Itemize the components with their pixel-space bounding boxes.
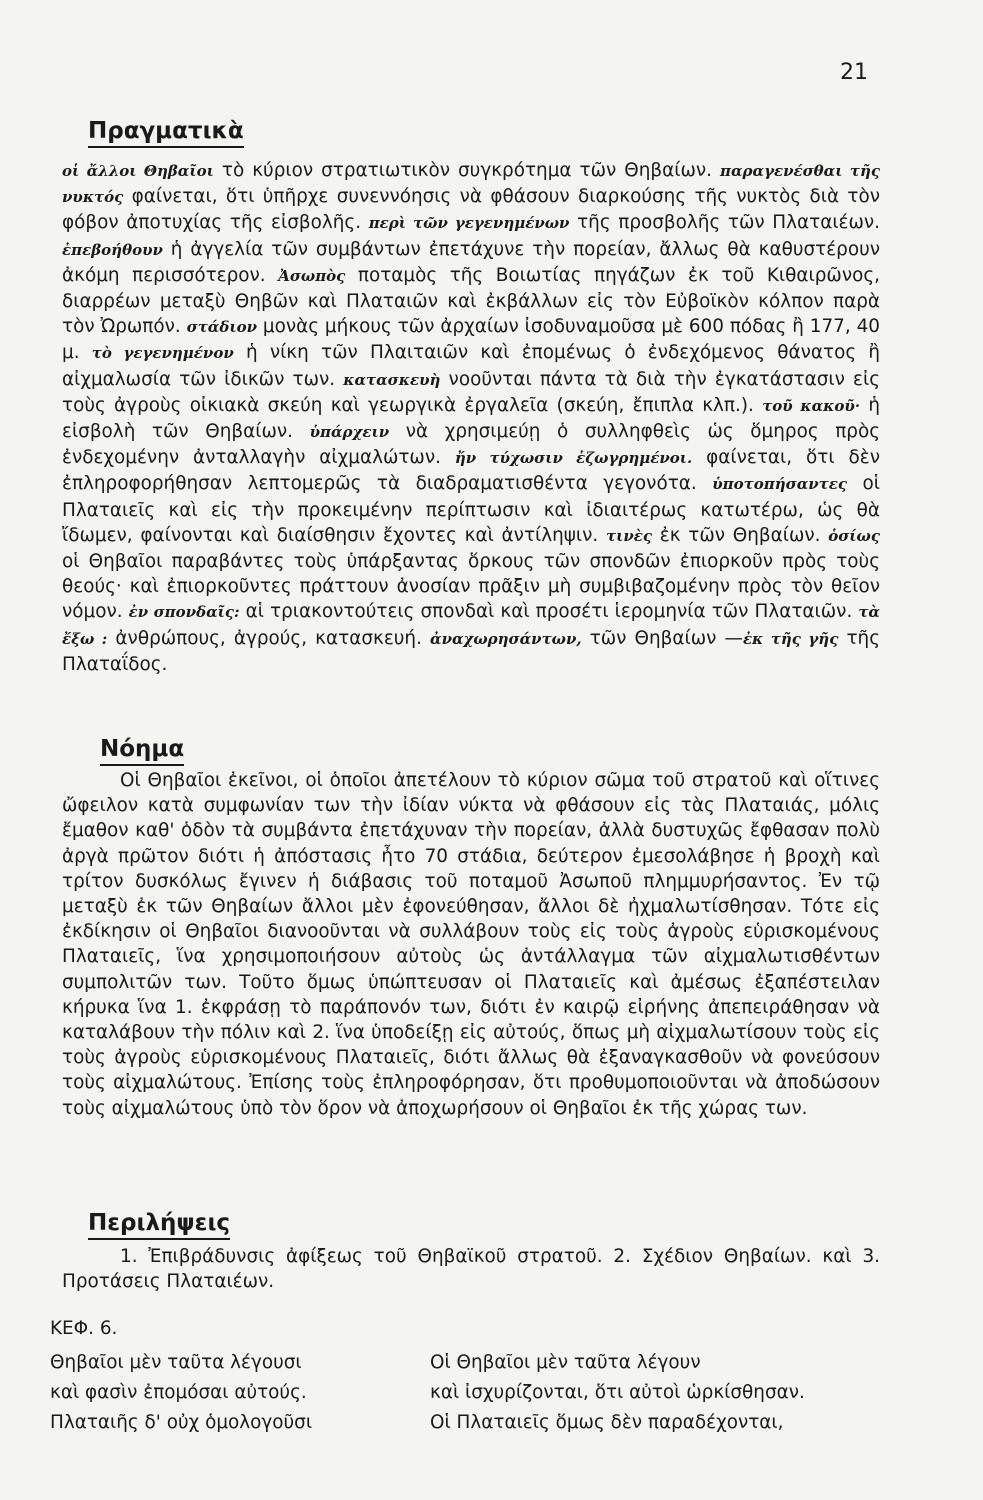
glossary-term: τινὲς	[606, 526, 653, 545]
glossary-definition: ἡ νίκη τῶν Πλαιταιῶν καὶ ἐπομένως ὁ ἐνδεχόμενος θάνατος ἢ αἰχμαλωσία τῶν ἰδικῶν των.	[62, 342, 880, 390]
glossary-term: ἐκ τῆς γῆς	[742, 629, 839, 648]
glossary-definition: οἱ Πλαταιεῖς καὶ εἰς τὴν προκειμένην περίπτωσιν καὶ ἰδιαιτέρως κατωτέρω, ὡς θὰ ἴδωμεν, φαίνονται καὶ διαίσθησιν ἔχοντες καὶ ἀντίληψιν.	[62, 473, 880, 546]
translation-line: Οἱ Πλαταιεῖς ὅμως δὲν παραδέχονται,	[430, 1412, 784, 1433]
parallel-row	[50, 1378, 890, 1408]
pragmatika-entries	[62, 158, 880, 677]
original-line: Πλαταιῆς δ' οὐχ ὁμολογοῦσι	[50, 1412, 313, 1433]
glossary-definition: ποταμὸς τῆς Βοιωτίας πηγάζων ἐκ τοῦ Κιθαιρῶνος, διαρρέων μεταξὺ Θηβῶν καὶ Πλαταιῶν καὶ ἐκβάλλων εἰς τὸν Εὐβοϊκὸν κόλπον παρὰ τὸν Ὠρωπόν.	[62, 264, 880, 338]
glossary-term: τοῦ κακοῦ·	[762, 396, 861, 415]
glossary-term: τὸ γεγενημένον	[91, 344, 234, 363]
glossary-term: παραγενέσθαι τῆς νυκτός	[62, 162, 881, 207]
glossary-term: ἤν τύχωσιν ἐζωγρημένοι.	[454, 449, 693, 468]
original-line: καὶ φασὶν ἐπομόσαι αὐτούς.	[50, 1382, 307, 1403]
heading-perilipseis: Περιλήψεις	[88, 1210, 230, 1240]
glossary-definition: νὰ χρησιμεύῃ ὁ συλληφθεὶς ὡς ὅμηρος πρὸς ἐνδεχομένην ἀνταλλαγὴν αἰχμαλώτων.	[62, 421, 880, 469]
noima-paragraph: Οἱ Θηβαῖοι ἐκεῖνοι, οἱ ὁποῖοι ἀπετέλουν τὸ κύριον σῶμα τοῦ στρατοῦ καὶ οἵτινες ὤφειλον κατὰ συμφωνίαν των τὴν ἰδίαν νύκτα νὰ φθάσουν εἰς τὰς Πλαταιάς, μόλις ἔμαθον καθ' ὁδὸν τὰ συμβάντα ἐπετάχυναν τὴν πορείαν, ἀλλὰ δυστυχῶς ἔφθασαν πολὺ ἀργὰ πρῶτον διότι ἡ ἀπόστασις ἦτο 70 στάδια, δεύτερον ἐμεσολάβησε ἡ βροχὴ καὶ τρίτον δυσκόλως ἔγινεν ἡ διάβασις τοῦ ποταμοῦ Ἀσωποῦ πλημμυρήσαντος. Ἐν τῷ μεταξὺ ἐκ τῶν Θηβαίων ἄλλοι μὲν ἐφονεύθησαν, ἄλλοι δὲ ἠχμαλωτίσθησαν. Τότε εἰς ἐκδίκησιν οἱ Θηβαῖοι διανοοῦνται νὰ συλλάβουν τοὺς εἰς τοὺς ἀγροὺς εὑρισκομένους Πλαταιεῖς, ἵνα χρησιμοποιήσουν αὐτοὺς ὡς ἀντάλλαγμα τῶν αἰχμαλωτισθέντων συμπολιτῶν των. Τοῦτο ὅμως ὑπώπτευσαν οἱ Πλαταιεῖς καὶ ἀμέσως ἐξαπέστειλαν κήρυκα ἵνα 1. ἐκφράσῃ τὸ παράπονόν των, διότι ἐν καιρῷ εἰρήνης ἀπεπειράθησαν νὰ καταλάβουν τὴν πόλιν καὶ 2. ἵνα ὑποδείξῃ εἰς αὐτούς, ὅπως μὴ αἰχμαλωτίσουν τοὺς εἰς τοὺς ἀγροὺς εὑρισκομένους Πλαταιεῖς, διότι ἄλλως θὰ ἐξαναγκασθοῦν νὰ φονεύσουν τοὺς αἰχμαλώτους. Ἐπίσης τοὺς ἐπληροφόρησαν, ὅτι προθυμοποιοῦνται νὰ ἀποδώσουν τοὺς αἰχμαλώτους ὑπὸ τὸν ὅρον νὰ ἀποχωρήσουν οἱ Θηβαῖοι ἐκ τῆς χώρας των.	[62, 770, 880, 1119]
glossary-definition: τῆς Πλαταΐδος.	[62, 627, 880, 675]
glossary-term: ὁσίως	[828, 526, 880, 545]
parallel-row	[50, 1348, 890, 1378]
chapter-label: ΚΕΦ. 6.	[50, 1318, 118, 1339]
glossary-term: ἐπεβοήθουν	[62, 240, 163, 259]
glossary-term: ὑποτοπήσαντες	[712, 475, 847, 494]
glossary-term: Ἀσωπὸς	[278, 266, 346, 285]
glossary-term: κατασκευὴ	[343, 370, 441, 389]
translation-line: καὶ ἰσχυρίζονται, ὅτι αὐτοὶ ὡρκίσθησαν.	[430, 1382, 805, 1403]
glossary-term: ὑπάρχειν	[309, 423, 390, 442]
glossary-definition: τῆς προσβολῆς τῶν Πλαταιέων.	[569, 212, 881, 234]
pragmatika-body	[62, 158, 880, 677]
glossary-term: ἀναχωρησάντων,	[430, 629, 582, 648]
glossary-definition: οἱ Θηβαῖοι παραβάντες τοὺς ὑπάρξαντας ὅρκους τῶν σπονδῶν ἐπιορκοῦν πρὸς τοὺς θεούς· καὶ ἐπιορκοῦντες πράττουν ἀνοσίαν πρᾶξιν μὴ συμβιβαζομένην πρὸς τὸν θεῖον νόμον.	[62, 551, 880, 623]
glossary-definition: τῶν Θηβαίων —	[581, 627, 743, 649]
heading-noima: Νόημα	[100, 736, 184, 766]
glossary-definition: ἡ ἀγγελία τῶν συμβάντων ἐπετάχυνε τὴν πορείαν, ἄλλως θὰ καθυστέρουν ἀκόμη περισσότερον.	[62, 238, 880, 286]
glossary-definition: ἀνθρώπους, ἀγρούς, κατασκευή.	[107, 627, 431, 649]
glossary-definition: τὸ κύριον στρατιωτικὸν συγκρότημα τῶν Θηβαίων.	[213, 160, 721, 181]
perilipseis-paragraph: 1. Ἐπιβράδυνσις ἀφίξεως τοῦ Θηβαϊκοῦ στρατοῦ. 2. Σχέδιον Θηβαίων. καὶ 3. Προτάσεις Πλαταιέων.	[62, 1246, 880, 1293]
glossary-term: στάδιον	[186, 318, 258, 337]
perilipseis-body	[62, 1244, 880, 1294]
glossary-term: ἐν σπονδαῖς:	[128, 603, 240, 622]
heading-pragmatika: Πραγματικὰ	[88, 118, 244, 148]
glossary-definition: μονὰς μήκους τῶν ἀρχαίων ἰσοδυναμοῦσα μὲ 600 πόδας ἢ 177, 40 μ.	[62, 316, 880, 364]
original-line: Θηβαῖοι μὲν ταῦτα λέγουσι	[50, 1352, 302, 1373]
parallel-row	[50, 1408, 890, 1438]
glossary-definition: νοοῦνται πάντα τὰ διὰ τὴν ἐγκατάστασιν εἰς τοὺς ἀγροὺς οἰκιακὰ σκεύη καὶ γεωργικὰ ἐργαλεῖα (σκεύη, ἔπιπλα κλπ.).	[62, 368, 880, 416]
glossary-definition: ἡ εἰσβολὴ τῶν Θηβαίων.	[62, 394, 881, 443]
glossary-definition: φαίνεται, ὅτι δὲν ἐπληροφορήθησαν λεπτομερῶς τὰ διαδραματισθέντα γεγονότα.	[62, 447, 880, 495]
glossary-term: τὰ ἔξω :	[62, 603, 880, 648]
parallel-text	[50, 1348, 890, 1438]
glossary-definition: φαίνεται, ὅτι ὑπῆρχε συνεννόησις νὰ φθάσουν διαρκούσης τῆς νυκτὸς διὰ τὸν φόβον ἀποτυχίας τῆς εἰσβολῆς.	[62, 186, 880, 234]
glossary-term: οἱ ἄλλοι Θηβαῖοι	[62, 162, 214, 180]
noima-body	[62, 768, 880, 1121]
glossary-term: περὶ τῶν γεγενημένων	[368, 214, 570, 233]
glossary-definition: ἐκ τῶν Θηβαίων.	[652, 524, 829, 546]
translation-line: Οἱ Θηβαῖοι μὲν ταῦτα λέγουν	[430, 1352, 701, 1373]
page-number: 21	[840, 60, 868, 85]
glossary-definition: αἱ τριακοντούτεις σπονδαὶ καὶ προσέτι ἱερομηνία τῶν Πλαταιῶν.	[239, 601, 859, 623]
